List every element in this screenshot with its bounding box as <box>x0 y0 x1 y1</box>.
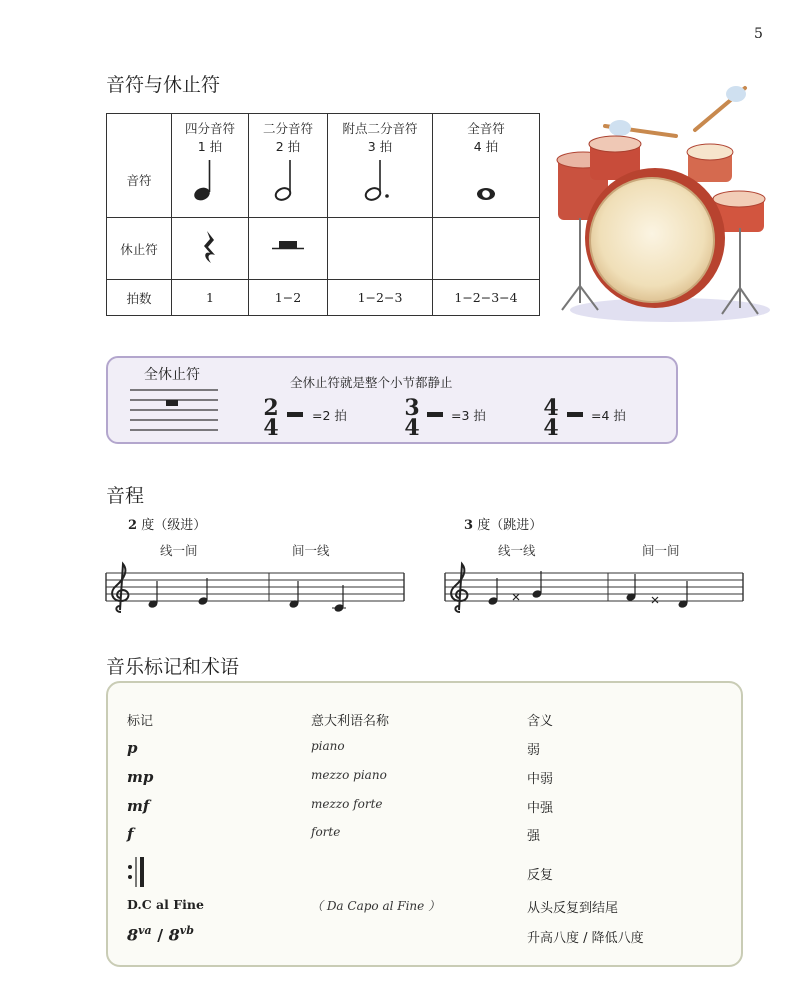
repeat-sign-icon <box>125 855 149 889</box>
staff-3rd-interval <box>443 560 745 620</box>
row-label-count: 拍数 <box>107 280 172 316</box>
term-meaning-repeat: 反复 <box>527 868 554 883</box>
term-mark-octave: $8^{va} / 8^{vb}$ <box>127 924 194 945</box>
notes-section-title: 音符与休止符 <box>106 74 221 96</box>
col-name-dotted-half: 附点二分音符 <box>342 121 418 136</box>
col-beats-whole: 4 拍 <box>473 139 499 154</box>
whole-rest-label: 全休止符 <box>144 367 200 383</box>
term-italian-mf: mezzo forte <box>311 797 383 811</box>
count-half: 1−2 <box>249 280 328 316</box>
time-sig-3-4: 3 4 <box>404 395 420 441</box>
whole-rest-icon <box>565 407 585 421</box>
interval-2nd-title: 2 度（级进） <box>128 518 207 533</box>
equals-3-beats: =3 拍 <box>451 408 486 423</box>
row-label-note: 音符 <box>107 114 172 218</box>
dotted-half-rest-cell <box>328 218 433 280</box>
equals-4-beats: =4 拍 <box>591 408 626 423</box>
whole-rest-cell <box>433 218 540 280</box>
whole-note-icon <box>433 156 539 214</box>
interval-2nd-sub-1: 线一间 <box>160 543 198 558</box>
interval-3rd-sub-1: 线一线 <box>498 543 536 558</box>
treble-clef-icon <box>451 564 467 612</box>
time-sig-2-4: 2 4 <box>263 395 279 441</box>
drum-kit-illustration <box>550 78 775 328</box>
term-italian-f: forte <box>311 825 341 839</box>
terms-header-mark: 标记 <box>127 714 154 729</box>
term-mark-f: f <box>127 825 134 843</box>
terms-title: 音乐标记和术语 <box>106 656 240 678</box>
term-mark-mf: mf <box>127 797 150 815</box>
col-beats-quarter: 1 拍 <box>197 139 223 154</box>
quarter-rest-cell <box>172 218 249 280</box>
term-italian-mp: mezzo piano <box>311 768 387 782</box>
page-number: 5 <box>754 26 763 42</box>
term-mark-dc: D.C al Fine <box>127 897 204 912</box>
col-beats-half: 2 拍 <box>275 139 301 154</box>
note-rest-table <box>106 113 540 316</box>
whole-rest-description: 全休止符就是整个小节都静止 <box>290 375 453 390</box>
col-beats-dotted-half: 3 拍 <box>367 139 393 154</box>
col-dotted-half <box>328 114 433 218</box>
interval-3rd-sub-2: 间一间 <box>642 543 680 558</box>
col-name-whole: 全音符 <box>467 121 505 136</box>
term-mark-mp: mp <box>127 768 154 786</box>
time-sig-4-4: 4 4 <box>543 395 559 441</box>
term-meaning-dc: 从头反复到结尾 <box>527 901 619 916</box>
half-rest-icon <box>268 235 308 259</box>
whole-rest-staff-icon <box>128 386 220 434</box>
interval-3rd-title: 3 度（跳进） <box>464 518 543 533</box>
row-label-rest: 休止符 <box>107 218 172 280</box>
term-meaning-octave: 升高八度 / 降低八度 <box>527 931 644 946</box>
count-dotted-half: 1−2−3 <box>328 280 433 316</box>
quarter-note-icon <box>172 156 248 214</box>
term-italian-dc: （ Da Capo al Fine ） <box>311 899 441 913</box>
half-note-icon <box>249 156 327 214</box>
col-whole <box>433 114 540 218</box>
term-italian-p: piano <box>311 739 345 753</box>
intervals-title: 音程 <box>106 485 145 507</box>
dotted-half-note-icon <box>328 156 432 214</box>
col-half <box>249 114 328 218</box>
staff-2nd-interval <box>104 560 406 620</box>
count-quarter: 1 <box>172 280 249 316</box>
term-meaning-f: 强 <box>527 829 541 844</box>
whole-rest-icon <box>285 407 305 421</box>
term-meaning-mf: 中强 <box>527 801 554 816</box>
interval-2nd-sub-2: 间一线 <box>292 543 330 558</box>
treble-clef-icon <box>112 564 128 612</box>
count-whole: 1−2−3−4 <box>433 280 540 316</box>
whole-rest-icon <box>425 407 445 421</box>
term-mark-p: p <box>127 739 138 757</box>
equals-2-beats: =2 拍 <box>312 408 347 423</box>
col-name-quarter: 四分音符 <box>184 121 235 136</box>
col-quarter <box>172 114 249 218</box>
terms-header-italian: 意大利语名称 <box>311 714 390 729</box>
terms-header-meaning: 含义 <box>527 714 554 729</box>
quarter-rest-icon <box>195 227 225 267</box>
col-name-half: 二分音符 <box>262 121 313 136</box>
half-rest-cell <box>249 218 328 280</box>
term-meaning-mp: 中弱 <box>527 772 554 787</box>
terms-box <box>106 681 743 967</box>
term-meaning-p: 弱 <box>527 743 541 758</box>
